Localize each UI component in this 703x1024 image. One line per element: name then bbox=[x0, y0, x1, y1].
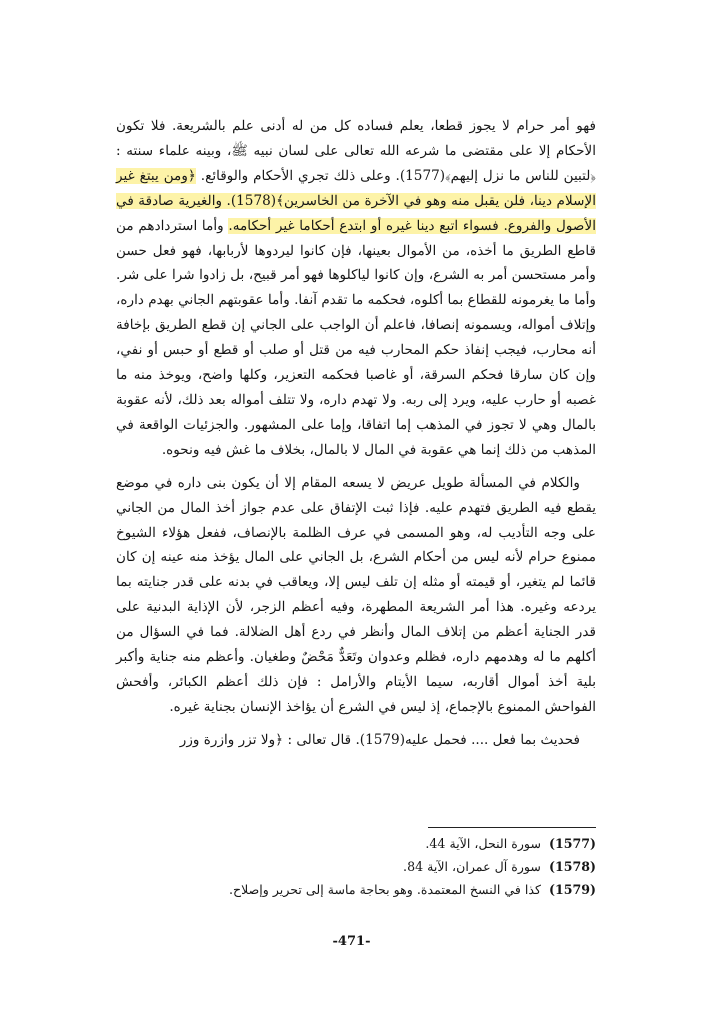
footnote-divider bbox=[428, 827, 596, 828]
footnote-text: كذا في النسخ المعتمدة. وهو بحاجة ماسة إلى تحرير وإصلاح. bbox=[228, 881, 541, 897]
footnote-1578 bbox=[200, 856, 596, 879]
paragraph-2: والكلام في المسألة طويل عريض لا يسعه المقام إلا أن يكون بنى داره في موضع يقطع فيه الطريق فتهدم عليه. فإذا ثبت الإتفاق على عدم جواز أخذ المال من الجاني على وجه التأديب له، وهو المسمى في عرف الظلمة بالإنصاف، ففعل هؤلاء الشيوخ ممنوع حرام لأنه ليس من أحكام الشرع، بل الجاني على المال يؤخذ منه عينه إن كان قائما لم يتغير، أو قيمته أو مثله إن تلف ليس إلا، ويعاقب في بدنه على قدر جنايته بما يردعه وغيره. هذا أمر الشريعة المطهرة، وفيه أعظم الزجر، لأن الإذاية البدنية على قدر الجناية أعظم من إتلاف المال وأنظر في ردع أهل الضلالة. فما في السؤال من أكلهم ما له وهدمهم داره، فظلم وعدوان وتَعَدٌّ مَحْضٌ وطغيان. وأعظم منه جناية وأكبر بلية أخذ أموال أقاربه، سيما الأيتام والأرامل : فإن ذلك أعظم الكبائر، وأفحش الفواحش الممنوع بالإجماع، إذ ليس في الشرع أن يؤاخذ الإنسان بجناية غيره. bbox=[116, 474, 596, 715]
footnote-1577 bbox=[200, 833, 596, 856]
paragraph-3: فحديث بما فعل .... فحمل عليه(1579). قال تعالى : ﴿ولا تزر وازرة وزر bbox=[179, 731, 580, 748]
body-text bbox=[116, 114, 596, 753]
footnote-text: سورة النحل، الآية 44. bbox=[425, 836, 541, 851]
footnote-number: (1579) bbox=[549, 881, 596, 897]
highlighted-passage: ﴿ومن يبتغ غير الإسلام دينا، فلن يقبل منه وهو في الآخرة من الخاسرين﴾(1578). والغيرية صادقة في الأصول والفروع. فسواء اتبع دينا غيره أو ابتدع أحكاما غير أحكامه. bbox=[116, 167, 597, 234]
footnote-number: (1578) bbox=[549, 858, 596, 874]
paragraph-1 bbox=[116, 114, 596, 463]
paragraph-1-part-1: فهو أمر حرام لا يجوز قطعا، يعلم فساده كل من له أدنى علم بالشريعة. فلا تكون الأحكام إلا على مقتضى ما شرعه الله تعالى على لسان نبيه ﷺ، وبينه علماء سنته : ﴿لتبين للناس ما نزل إليهم﴾(1577). وعلى ذلك تجري الأحكام والوقائع. bbox=[116, 118, 596, 184]
footnote-number: (1577) bbox=[549, 836, 596, 851]
footnote-text: سورة آل عمران، الآية 84. bbox=[403, 858, 541, 874]
footnote-1579 bbox=[200, 879, 596, 902]
paragraph-1-part-3: وأما استردادهم من قاطع الطريق ما أخذه، من الأموال بعينها، فإن كانوا ليردوها لأربابها، فهو فعل حسن وأمر مستحسن أمر به الشرع، وإن كانوا لياكلوها فهو أمر قبيح، بل زادوا شرا على شر. وأما ما يغرمونه للقطاع بما أكلوه، فحكمه ما تقدم آنفا. وأما عقوبتهم الجاني بهدم داره، وإتلاف أمواله، ويسمونه إنصافا، فاعلم أن الواجب على الجاني إن قطع الطريق بإخافة أنه محارب، فيجب إنفاذ حكم المحارب فيه من قتل أو صلب أو قطع أو حبس أو نفي، وإن كان سارقا فحكم السرقة، أو غاصبا فحكمه التعزير، وكلها واضح، ويوخذ منه ما غصبه أو حارب عليه، ويرد إلى ربه. ولا تهدم داره، ولا تتلف أمواله بعد ذلك، لأنه عقوبة بالمال وهي لا تجوز في المذهب إما اتفاقا، وإما على المشهور. والجزئيات الواقعة في المذهب من ذلك إنما هي عقوبة في المال لا بالمال، بخلاف ما غش فيه ونحوه. bbox=[116, 217, 596, 458]
footnotes bbox=[200, 833, 596, 901]
page-number: -471- bbox=[332, 934, 371, 949]
